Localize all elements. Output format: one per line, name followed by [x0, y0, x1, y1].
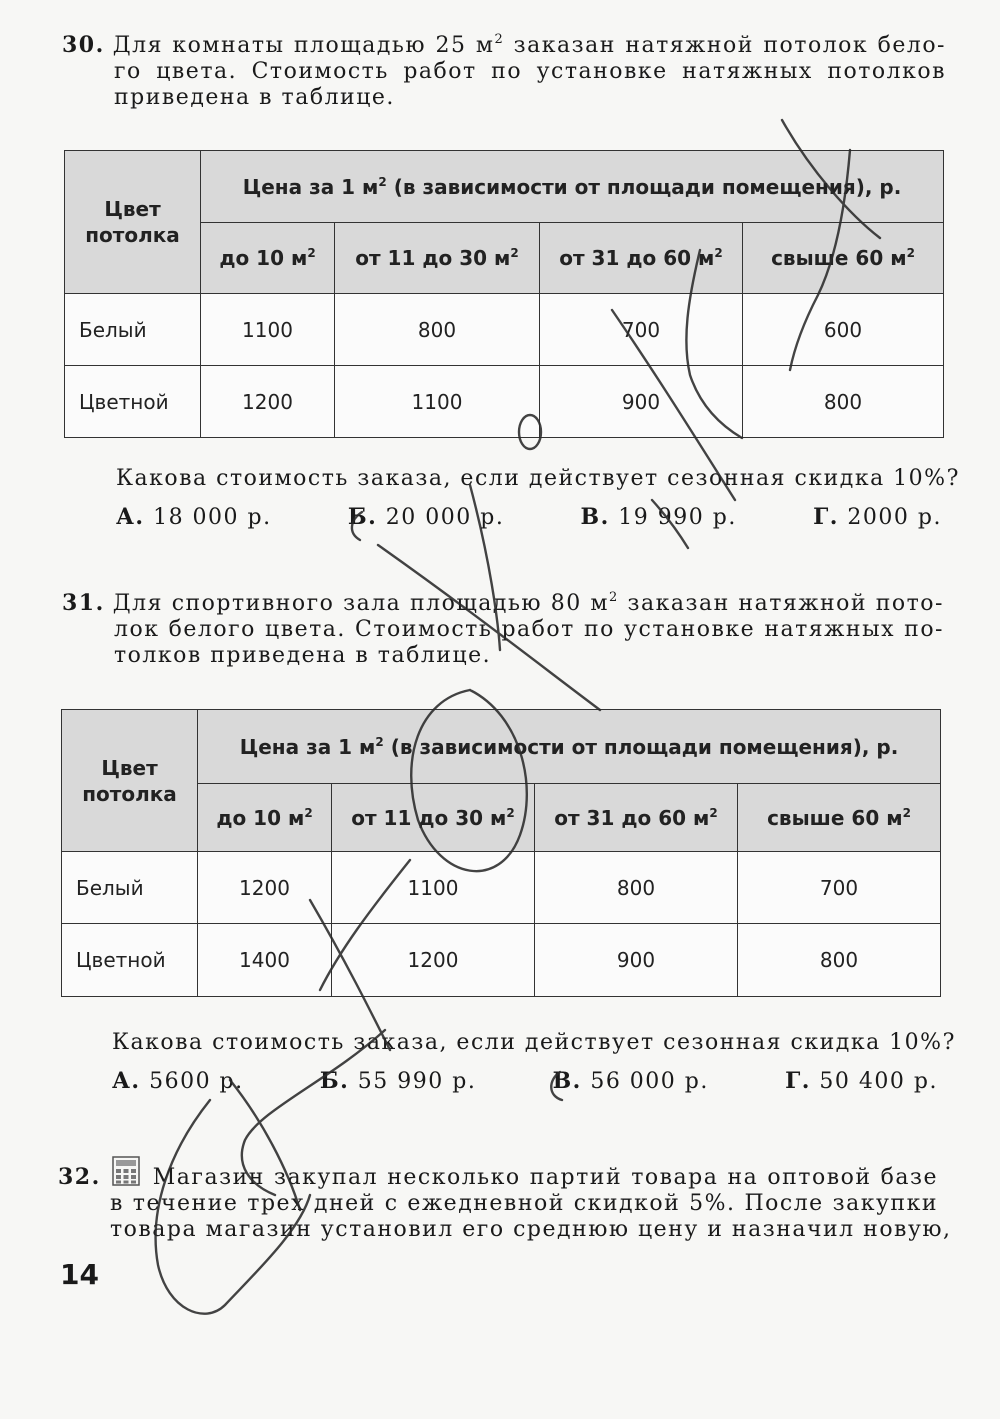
answer-options-30 — [116, 504, 942, 530]
row-label: Белый — [62, 852, 198, 924]
price-cell: 800 — [535, 852, 738, 924]
answer-option[interactable]: Г. 50 400 р. — [785, 1068, 938, 1094]
row-label: Цветной — [65, 366, 201, 438]
table-row — [62, 852, 941, 924]
question-30: Какова стоимость заказа, если действует сезонная скидка 10%? — [116, 466, 960, 491]
table-row — [62, 924, 941, 997]
price-cell: 1100 — [335, 366, 540, 438]
price-cell: 800 — [738, 924, 941, 997]
color-header: Цвет потолка — [65, 151, 201, 294]
answer-option[interactable]: Б. 20 000 р. — [347, 504, 505, 530]
price-cell: 900 — [535, 924, 738, 997]
page-number: 14 — [60, 1258, 99, 1291]
answer-option[interactable]: Б. 55 990 р. — [319, 1068, 477, 1094]
price-cell: 1400 — [198, 924, 332, 997]
price-table-31 — [61, 709, 941, 997]
area-col-header: свыше 60 $м^2$ — [743, 223, 944, 294]
area-col-header: до 10 $м^2$ — [198, 784, 332, 852]
price-cell: 800 — [335, 294, 540, 366]
price-cell: 1200 — [201, 366, 335, 438]
table-row — [65, 366, 944, 438]
price-cell: 1100 — [332, 852, 535, 924]
table-row — [65, 294, 944, 366]
area-col-header: до 10 $м^2$ — [201, 223, 335, 294]
price-cell: 600 — [743, 294, 944, 366]
price-table-30 — [64, 150, 944, 438]
price-cell: 700 — [540, 294, 743, 366]
problem-31-text: 31. Для спортивного зала площадью 80 $м^2$ заказан натяжной пото- лок белого цвета. Стоимость работ по установке натяжных по- толков приведена в таблице. — [62, 590, 944, 668]
problem-number: 32. — [58, 1164, 101, 1190]
price-cell: 800 — [743, 366, 944, 438]
price-header: Цена за 1 $м^2$ (в зависимости от площади помещения), р. — [201, 151, 944, 223]
row-label: Белый — [65, 294, 201, 366]
price-header: Цена за 1 $м^2$ (в зависимости от площади помещения), р. — [198, 710, 941, 784]
answer-option[interactable]: В. 19 990 р. — [580, 504, 737, 530]
area-col-header: свыше 60 $м^2$ — [738, 784, 941, 852]
price-cell: 1200 — [198, 852, 332, 924]
area-col-header: от 11 до 30 $м^2$ — [335, 223, 540, 294]
question-31: Какова стоимость заказа, если действует сезонная скидка 10%? — [112, 1030, 956, 1055]
price-cell: 1100 — [201, 294, 335, 366]
area-col-header: от 31 до 60 $м^2$ — [535, 784, 738, 852]
area-col-header: от 31 до 60 $м^2$ — [540, 223, 743, 294]
price-cell: 700 — [738, 852, 941, 924]
price-cell: 1200 — [332, 924, 535, 997]
price-cell: 900 — [540, 366, 743, 438]
answer-option[interactable]: Г. 2000 р. — [813, 504, 942, 530]
answer-option[interactable]: В. 56 000 р. — [552, 1068, 709, 1094]
problem-number: 30. — [62, 32, 105, 58]
answer-options-31 — [112, 1068, 938, 1094]
row-label: Цветной — [62, 924, 198, 997]
answer-option[interactable]: А. 18 000 р. — [116, 504, 272, 530]
color-header: Цвет потолка — [62, 710, 198, 852]
area-col-header: от 11 до 30 $м^2$ — [332, 784, 535, 852]
problem-number: 31. — [62, 590, 105, 616]
problem-32-text: 32. Магазин закупал несколько партий товара на оптовой базе в течение трех дней с ежедневной скидкой 5%. После закупки товара магазин установил его среднюю цену и назначил новую, — [58, 1164, 952, 1242]
answer-option[interactable]: А. 5600 р. — [112, 1068, 244, 1094]
problem-30-text: 30. Для комнаты площадью 25 $м^2$ заказан натяжной потолок бело- го цвета. Стоимость работ по установке натяжных потолков приведена в таблице. — [62, 32, 946, 110]
